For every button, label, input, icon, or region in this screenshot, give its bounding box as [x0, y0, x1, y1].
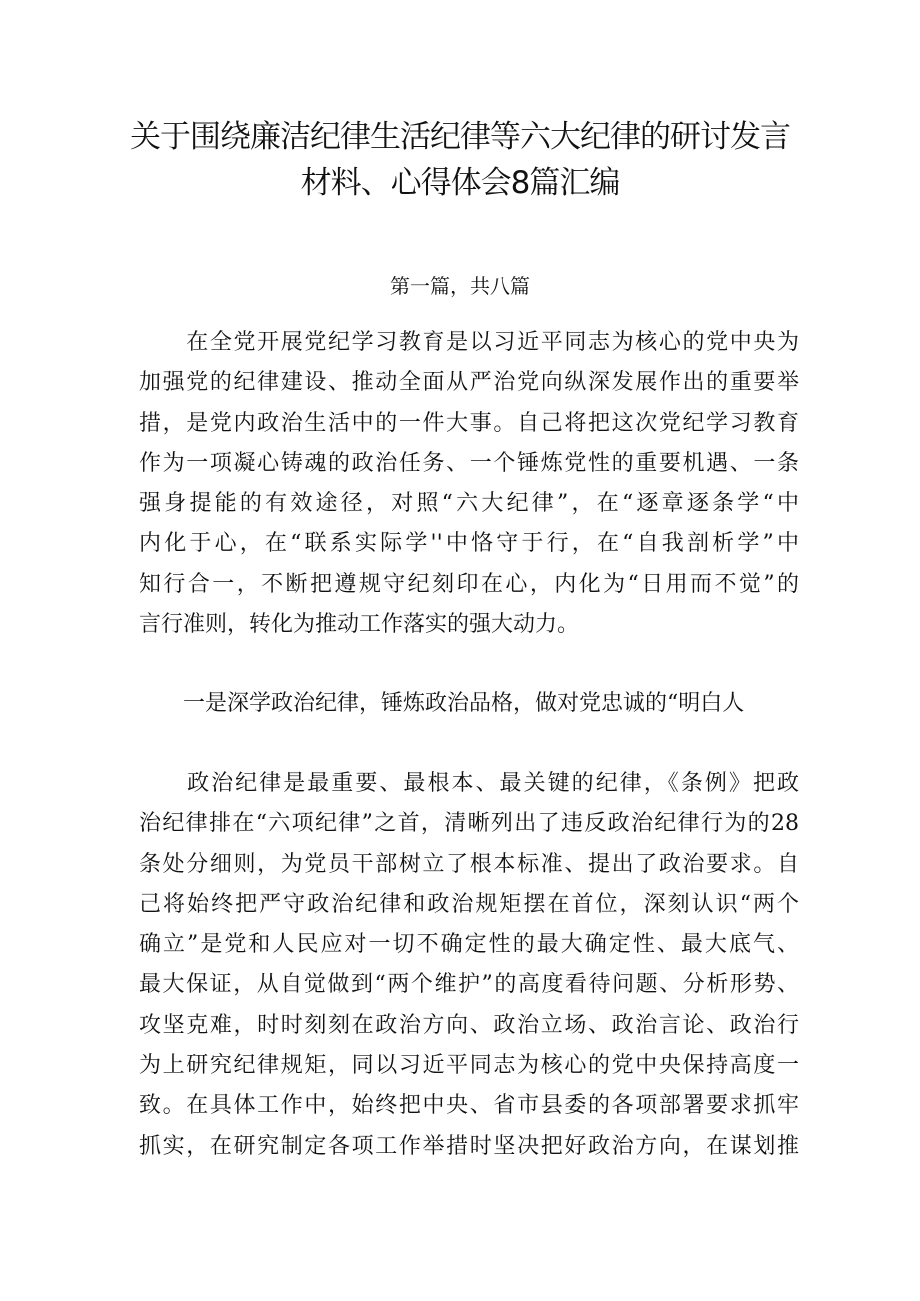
- document-title: [100, 114, 820, 206]
- paragraph-intro: [139, 323, 799, 645]
- heading-line: 一是深学政治纪律，锤炼政治品格，做对党忠诚的“明白人: [139, 691, 745, 716]
- paragraph-line: 强身提能的有效途径，对照“六大纪律”，在“逐章逐条学“中: [139, 491, 799, 517]
- paragraph-line: 为上研究纪律规矩，同以习近平同志为核心的党中央保持高度一: [139, 1053, 799, 1079]
- paragraph-line: 攻坚克难，时时刻刻在政治方向、政治立场、政治言论、政治行: [139, 1012, 799, 1038]
- paragraph-line: 最大保证，从自觉做到“两个维护”的高度看待问题、分析形势、: [139, 972, 799, 998]
- paragraph-line: 在全党开展党纪学习教育是以习近平同志为核心的党中央为: [139, 330, 799, 355]
- paragraph-line: 知行合一，不断把遵规守纪刻印在心，内化为“日用而不觉”的: [139, 571, 799, 597]
- paragraph-line: 治纪律排在“六项纪律”之首，清晰列出了违反政治纪律行为的28: [139, 811, 799, 837]
- paragraph-line: 内化于心，在“联系实际学''中恪守于行，在“自我剖析学”中: [139, 531, 799, 557]
- paragraph-line: 作为一项凝心铸魂的政治任务、一个锤炼党性的重要机遇、一条: [139, 450, 799, 476]
- paragraph-line: 措，是党内政治生活中的一件大事。自己将把这次党纪学习教育: [139, 410, 799, 436]
- paragraph-line: 抓实，在研究制定各项工作举措时坚决把好政治方向，在谋划推: [139, 1133, 799, 1159]
- paragraph-line: 言行准则，转化为推动工作落实的强大动力。: [139, 612, 580, 638]
- paragraph-line: 己将始终把严守政治纪律和政治规矩摆在首位，深刻认识“两个: [139, 891, 799, 917]
- paragraph-line: 条处分细则，为党员干部树立了根本标准、提出了政治要求。自: [139, 851, 799, 877]
- title-line-1: 关于围绕廉洁纪律生活纪律等六大纪律的研讨发言: [130, 119, 790, 155]
- paragraph-line: 加强党的纪律建设、推动全面从严治党向纵深发展作出的重要举: [139, 370, 799, 396]
- paragraph-line: 确立”是党和人民应对一切不确定性的最大确定性、最大底气、: [139, 932, 799, 958]
- paragraph-political-discipline: [139, 764, 799, 1167]
- paragraph-line: 致。在具体工作中，始终把中央、省市县委的各项部署要求抓牢: [139, 1093, 799, 1119]
- section-label: 第一篇，共八篇: [390, 274, 530, 298]
- section-heading: [139, 684, 799, 724]
- paragraph-line: 政治纪律是最重要、最根本、最关键的纪律，《条例》把政: [139, 771, 799, 796]
- title-line-2: 材料、心得体会8篇汇编: [300, 165, 620, 201]
